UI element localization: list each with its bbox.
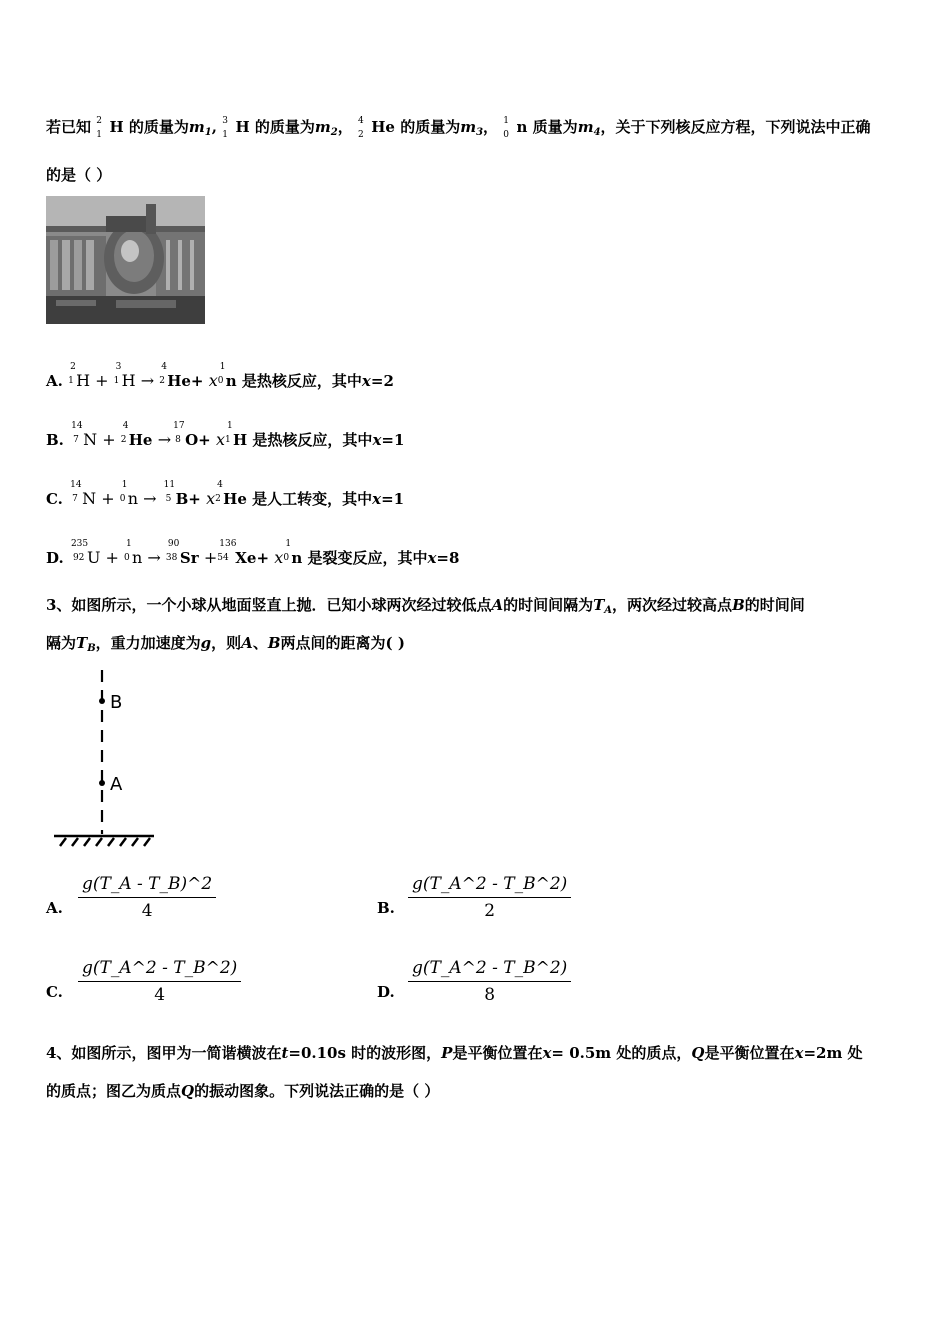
q4-text-line1: 4、如图所示，图甲为一简谐横波在t=0.10s 时的波形图，P是平衡位置在x= 0.5m 处的质点，Q是平衡位置在x=2m 处 [46, 1044, 863, 1062]
q4-text-line2: 的质点；图乙为质点Q的振动图象。下列说法正确的是（ ） [46, 1082, 440, 1100]
q2-option-c[interactable]: C. 14 7 N + 1 0 n → 11 5 B+ x 4 2 He 是人工转变，其中x=1 [46, 480, 405, 508]
q2-option-d[interactable]: D. 235 92 U + 1 0 n → 90 38 Sr + 136 54 Xe+ x 1 0 n 是裂变反应，其中x=8 [46, 539, 460, 567]
q2-option-b[interactable]: B. 14 7 N + 4 2 He → 17 8 O+ x 1 1 H 是热核反应，其中x=1 [46, 421, 405, 449]
q3-option-b-label[interactable]: B. [377, 899, 395, 917]
q3-option-c-label[interactable]: C. [46, 983, 63, 1001]
equation-a: 2 1 H + 3 1 H → 4 2 [68, 362, 167, 390]
point-a-label: A [110, 774, 123, 795]
q3-option-b-formula[interactable]: $\frac{g(T\_A\^{}2 - T\_B\^{}2)}{2}$ [408, 874, 571, 921]
equation-b: 14 7 N + 4 2 [71, 421, 129, 449]
q3-option-d-label[interactable]: D. [377, 983, 395, 1001]
q3-option-a-label[interactable]: A. [46, 899, 63, 917]
throw-diagram [50, 668, 160, 853]
q3-text-line2: 隔为$T_B$，重力加速度为g，则A、B两点间的距离为( ) [46, 634, 405, 654]
equation-d: 235 92 U + 1 0 n → 90 38 [70, 539, 180, 567]
point-b-label: B [110, 692, 123, 713]
q2-option-a[interactable]: A. 2 1 H + 3 1 H → 4 2 He+ x 1 0 n 是热核反应，其中x=2 [46, 362, 394, 390]
q3-option-a-formula[interactable]: $\frac{g(T\_A - T\_B)\^{}2}{4}$ [78, 874, 216, 921]
q2-intro-line: 若已知 2 1 H 的质量为$m_1$, 3 1 H 的质量为$m_2$， 4 2 He 的质量为$m_3$， 1 0 n 质量为$m_4$，关于下列核反应方程，下列说法中正确 [46, 116, 871, 140]
q3-option-c-formula[interactable]: $\frac{g(T\_A\^{}2 - T\_B\^{}2)}{4}$ [78, 958, 241, 1005]
q3-option-d-formula[interactable]: $\frac{g(T\_A\^{}2 - T\_B\^{}2)}{8}$ [408, 958, 571, 1005]
q2-intro-line2: 的是（ ） [46, 166, 112, 184]
equation-c: 14 7 N + 1 0 n → 11 5 [70, 480, 176, 508]
q3-text-line1: 3、如图所示，一个小球从地面竖直上抛．已知小球两次经过较低点A的时间间隔为$T_A$，两次经过较高点B的时间间 [46, 596, 805, 616]
reactor-photo [46, 196, 205, 324]
